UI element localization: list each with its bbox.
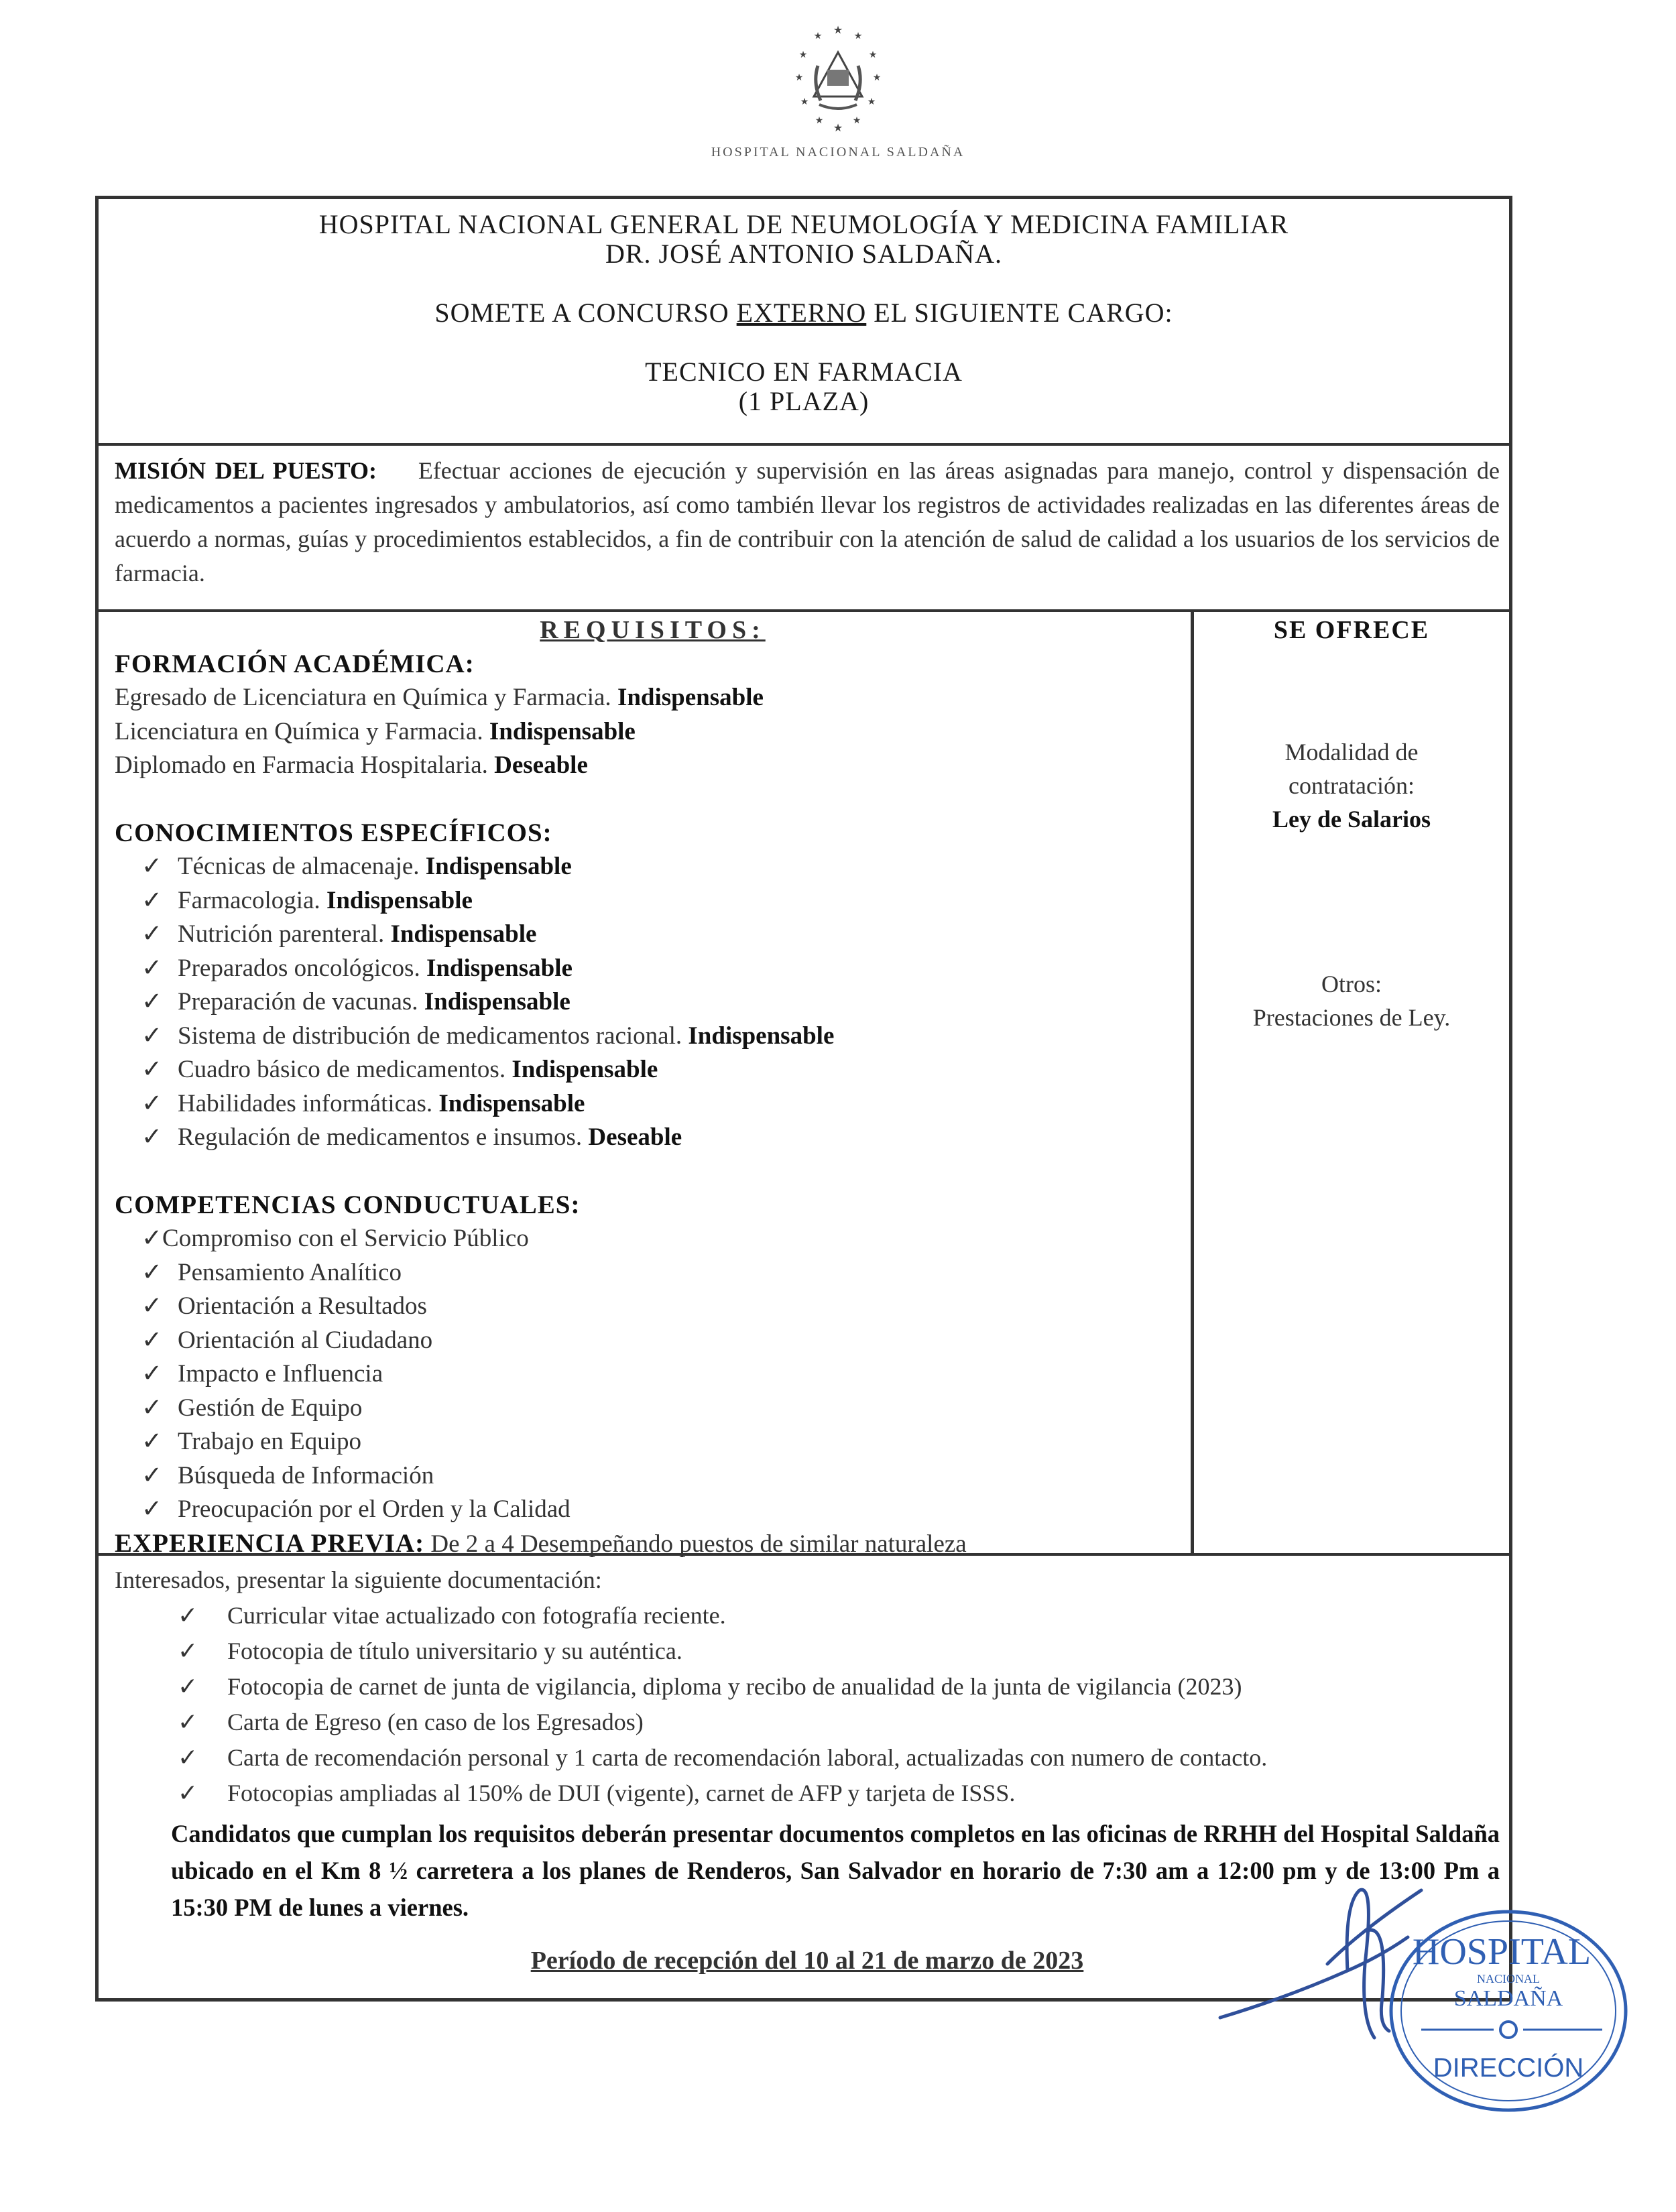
seal-line-1: HOSPITAL	[1412, 1931, 1592, 1973]
se-ofrece-column	[1194, 612, 1509, 1553]
documento-item: ✓ Curricular vitae actualizado con fotografía reciente.	[115, 1598, 1500, 1634]
svg-text:★: ★	[798, 50, 808, 60]
svg-text:★: ★	[852, 115, 861, 126]
check-icon: ✓	[141, 1258, 163, 1286]
documento-item: ✓ Carta de recomendación personal y 1 carta de recomendación laboral, actualizadas con numero de contacto.	[115, 1740, 1500, 1776]
competencia-item: ✓ Pensamiento Analítico	[115, 1256, 1191, 1290]
experiencia-label: EXPERIENCIA PREVIA:	[115, 1528, 425, 1558]
conocimiento-item: ✓ Sistema de distribución de medicamentos racional. Indispensable	[115, 1020, 1191, 1054]
modalidad-label-2: contratación:	[1289, 772, 1415, 799]
documento-item: ✓ Carta de Egreso (en caso de los Egresados)	[115, 1705, 1500, 1740]
svg-text:★: ★	[833, 23, 843, 36]
se-ofrece-heading: SE OFRECE	[1273, 616, 1430, 644]
check-icon: ✓	[141, 1022, 163, 1050]
modalidad-value: Ley de Salarios	[1272, 806, 1431, 833]
hospital-director-name: DR. JOSÉ ANTONIO SALDAÑA.	[605, 239, 1003, 269]
check-icon: ✓	[178, 1673, 198, 1700]
otros-label: Otros:	[1321, 971, 1382, 997]
svg-text:★: ★	[867, 97, 876, 107]
cargo-title: TECNICO EN FARMACIA	[645, 357, 963, 387]
svg-text:★: ★	[794, 72, 804, 83]
check-icon: ✓	[141, 1089, 163, 1117]
requisitos-section	[99, 612, 1509, 1556]
competencia-item: ✓ Trabajo en Equipo	[115, 1425, 1191, 1459]
check-icon: ✓	[178, 1780, 198, 1806]
conocimientos-title: CONOCIMIENTOS ESPECÍFICOS:	[115, 818, 552, 847]
check-icon: ✓	[141, 1428, 163, 1455]
check-icon: ✓	[141, 1292, 163, 1320]
svg-text:★: ★	[872, 72, 882, 83]
requisitos-heading: REQUISITOS:	[540, 616, 766, 644]
conocimiento-item: ✓ Preparación de vacunas. Indispensable	[115, 985, 1191, 1020]
check-icon: ✓	[141, 988, 163, 1016]
mision-section	[99, 446, 1509, 612]
formacion-item: Licenciatura en Química y Farmacia. Indispensable	[115, 717, 636, 745]
svg-text:★: ★	[868, 50, 878, 60]
title-section	[99, 199, 1509, 446]
svg-text:★: ★	[813, 31, 823, 42]
otros-value: Prestaciones de Ley.	[1252, 1004, 1451, 1031]
hospital-small-caption: HOSPITAL NACIONAL SALDAÑA	[711, 145, 965, 160]
requisitos-column	[99, 612, 1194, 1558]
seal-line-3: SALDAÑA	[1453, 1986, 1563, 2011]
competencia-item: ✓Compromiso con el Servicio Público	[141, 1225, 529, 1252]
svg-text:★: ★	[800, 97, 809, 107]
svg-text:★: ★	[853, 31, 863, 42]
concurso-pre: SOMETE A CONCURSO	[434, 298, 737, 328]
svg-text:★: ★	[815, 115, 824, 126]
competencia-item: ✓ Orientación al Ciudadano	[115, 1324, 1191, 1358]
conocimiento-item: ✓ Preparados oncológicos. Indispensable	[115, 952, 1191, 986]
check-icon: ✓	[141, 920, 163, 948]
periodo-recepcion: Período de recepción del 10 al 21 de marzo de 2023	[530, 1947, 1084, 1975]
conocimiento-item: ✓ Cuadro básico de medicamentos. Indispensable	[115, 1053, 1191, 1087]
coat-of-arms-icon	[778, 19, 898, 139]
modalidad-label-1: Modalidad de	[1284, 739, 1419, 765]
concurso-line	[99, 298, 1509, 328]
documentacion-intro: Interesados, presentar la siguiente documentación:	[115, 1566, 602, 1593]
check-icon: ✓	[178, 1638, 198, 1664]
concurso-externo: EXTERNO	[736, 298, 867, 328]
check-icon: ✓	[141, 1123, 163, 1151]
check-icon: ✓	[141, 954, 163, 982]
mision-label: MISIÓN DEL PUESTO:	[115, 457, 377, 484]
documento-item: ✓ Fotocopia de carnet de junta de vigilancia, diploma y recibo de anualidad de la junta de vigilancia (2023)	[115, 1669, 1500, 1705]
competencias-title: COMPETENCIAS CONDUCTUALES:	[115, 1190, 581, 1219]
check-icon: ✓	[141, 886, 163, 914]
announcement-frame	[95, 196, 1512, 2002]
competencia-item: ✓ Preocupación por el Orden y la Calidad	[115, 1493, 1191, 1527]
hospital-full-name: HOSPITAL NACIONAL GENERAL DE NEUMOLOGÍA Y MEDICINA FAMILIAR	[318, 209, 1289, 239]
check-icon: ✓	[141, 1360, 163, 1388]
documento-item: ✓ Fotocopias ampliadas al 150% de DUI (vigente), carnet de AFP y tarjeta de ISSS.	[115, 1776, 1500, 1811]
conocimiento-item: ✓ Técnicas de almacenaje. Indispensable	[115, 850, 1191, 884]
check-icon: ✓	[141, 1495, 163, 1523]
seal-line-2: NACIONAL	[1477, 1972, 1540, 1985]
conocimiento-item: ✓ Nutrición parenteral. Indispensable	[115, 918, 1191, 952]
page-header	[0, 19, 1676, 160]
direccion-seal-icon	[1381, 1904, 1636, 2118]
conocimiento-item: ✓ Farmacologia. Indispensable	[115, 884, 1191, 918]
conocimiento-item: ✓ Habilidades informáticas. Indispensable	[115, 1087, 1191, 1121]
check-icon: ✓	[141, 853, 163, 880]
competencia-item: ✓ Gestión de Equipo	[115, 1392, 1191, 1426]
seal-line-4: DIRECCIÓN	[1433, 2053, 1584, 2083]
check-icon: ✓	[141, 1461, 163, 1489]
check-icon: ✓	[178, 1709, 198, 1735]
plazas-count: (1 PLAZA)	[738, 386, 870, 416]
svg-text:★: ★	[833, 121, 843, 134]
documento-item: ✓ Fotocopia de título universitario y su auténtica.	[115, 1634, 1500, 1669]
formacion-title: FORMACIÓN ACADÉMICA:	[115, 649, 475, 678]
instrucciones-text: Candidatos que cumplan los requisitos deberán presentar documentos completos en las oficinas de RRHH del Hospital Saldaña ubicado en el Km 8 ½ carretera a los planes de Renderos, San Salvador en horario de 7:30 am a 12:00 pm y de 13:00 Pm a 15:30 PM de lunes a viernes.	[171, 1820, 1500, 1921]
formacion-item: Diplomado en Farmacia Hospitalaria. Deseable	[115, 751, 588, 779]
experiencia-text: De 2 a 4 Desempeñando puestos de similar naturaleza	[424, 1530, 967, 1558]
conocimiento-item: ✓ Regulación de medicamentos e insumos. Deseable	[115, 1121, 1191, 1155]
check-icon: ✓	[141, 1225, 163, 1252]
formacion-item: Egresado de Licenciatura en Química y Farmacia. Indispensable	[115, 684, 764, 711]
check-icon: ✓	[178, 1602, 198, 1629]
competencia-item: ✓ Búsqueda de Información	[115, 1459, 1191, 1493]
competencia-item: ✓ Orientación a Resultados	[115, 1290, 1191, 1324]
check-icon: ✓	[141, 1394, 163, 1422]
competencia-item: ✓ Impacto e Influencia	[115, 1357, 1191, 1392]
check-icon: ✓	[141, 1056, 163, 1083]
check-icon: ✓	[178, 1744, 198, 1771]
mision-text: Efectuar acciones de ejecución y supervisión en las áreas asignadas para manejo, control y dispensación de medicamentos a pacientes ingresados y ambulatorios, así como también llevar los registros de actividades realizadas en las diferentes áreas de acuerdo a normas, guías y procedimientos establecidos, a fin de contribuir con la atención de salud de calidad a los usuarios de los servicios de farmacia.	[115, 457, 1500, 587]
check-icon: ✓	[141, 1326, 163, 1354]
concurso-post: EL SIGUIENTE CARGO:	[866, 298, 1173, 328]
